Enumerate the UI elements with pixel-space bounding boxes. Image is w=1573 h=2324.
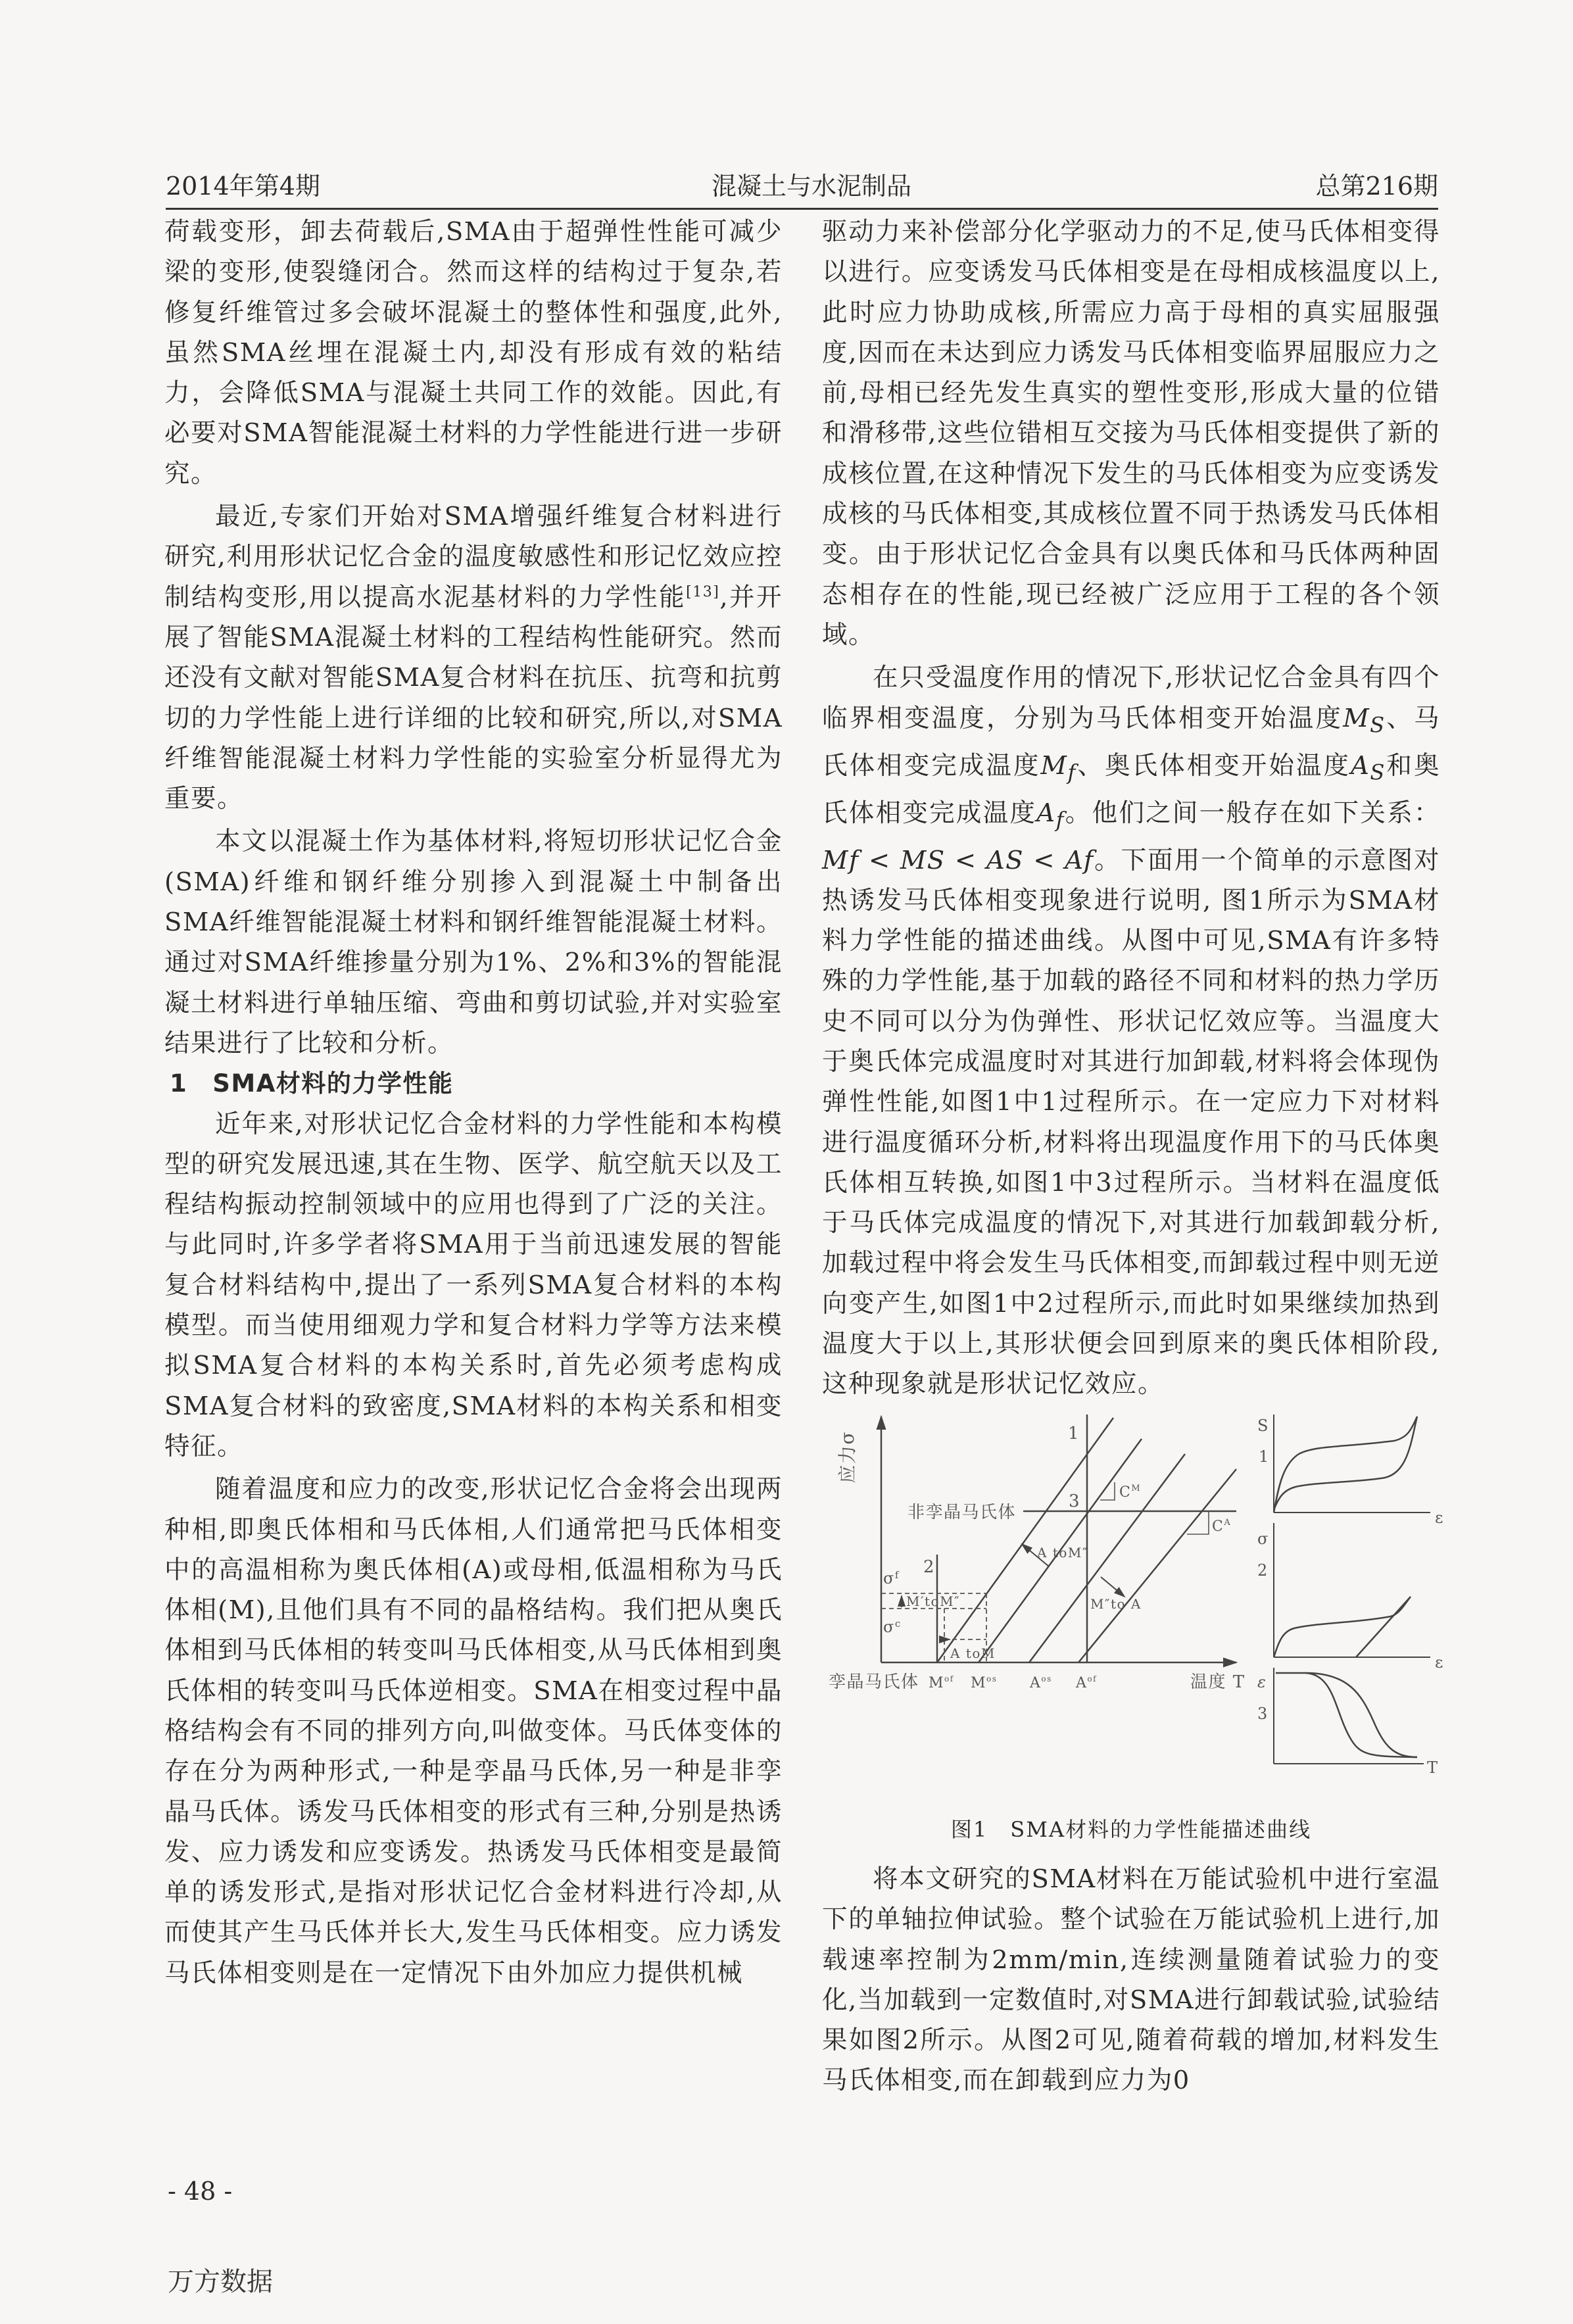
subplot-1 [1257, 1415, 1444, 1527]
var-mf [1040, 750, 1077, 785]
total-issue-label: 总第216期 [1315, 172, 1438, 201]
temperature-relation: Mf < MS < AS < Af [822, 845, 1094, 875]
var-subscript: f [1067, 760, 1077, 785]
tick-sup: of [1087, 1674, 1098, 1683]
paragraph: 本文以混凝土作为基体材料,将短切形状记忆合金(SMA)纤维和钢纤维分别掺入到混凝土中制备出SMA纤维智能混凝土材料和钢纤维智能混凝土材料。通过对SMA纤维掺量分别为1%、2%和3%的智能混凝土材料进行单轴压缩、弯曲和剪切试验,并对实验室结果进行了比较和分析。 [164, 827, 783, 1058]
sigma-c-label [883, 1618, 902, 1636]
path-3-label: 3 [1069, 1491, 1081, 1511]
figure-number: 图1 [950, 1816, 988, 1842]
tick-symbol: A [1030, 1674, 1042, 1691]
paragraph-text: 在只受温度作用的情况下,形状记忆合金具有四个临界相变温度，分别为马氏体相变开始温度 [822, 663, 1440, 733]
running-header [166, 166, 1438, 205]
var-subscript: S [1370, 712, 1386, 738]
paragraph: 将本文研究的SMA材料在万能试验机中进行室温下的单轴拉伸试验。整个试验在万能试验机上进行,加载速率控制为2mm/min,连续测量随着试验力的变化,当加载到一定数值时,对SMA进行卸载试验,试验结果如图2所示。从图2可见,随着荷载的增加,材料发生马氏体相变,而在卸载到应力为0 [822, 1864, 1440, 2096]
a-to-m-label: A toM [950, 1645, 996, 1661]
source-watermark: 万方数据 [168, 2267, 273, 2297]
left-column [164, 212, 783, 1993]
citation-ref[interactable]: [13] [686, 583, 720, 600]
sigma-f-label [883, 1569, 900, 1587]
slope-cm-sup: M [1131, 1483, 1142, 1493]
paragraph-text: 最近,专家们开始对SMA增强纤维复合材料进行研究,利用形状记忆合金的温度敏感性和形记忆效应控制结构变形,用以提高水泥基材料的力学性能 [164, 502, 783, 612]
slope-cm-label [1119, 1484, 1141, 1501]
slope-ca-symbol: C [1212, 1518, 1224, 1535]
paragraph-text: 、奥氏体相变开始温度 [1076, 750, 1351, 781]
cooling-curve [1276, 1673, 1417, 1757]
tick-symbol: M [929, 1674, 945, 1691]
heating-curve [1305, 1673, 1417, 1757]
var-subscript: S [1370, 760, 1386, 785]
temperature-axis-label: 温度 T [1190, 1672, 1246, 1692]
paragraph: 近年来,对形状记忆合金材料的力学性能和本构模型的研究发展迅速,其在生物、医学、航空航天以及工程结构振动控制领域中的应用也得到了广泛的关注。与此同时,许多学者将SMA用于当前迅速发展的智能复合材料结构中,提出了一系列SMA复合材料的本构模型。而当使用细观力学和复合材料力学等方法来模拟SMA复合材料的本构关系时,首先必须考虑构成SMA复合材料的致密度,SMA材料的本构关系和相变特征。 [164, 1109, 783, 1461]
var-symbol: A [1036, 798, 1056, 828]
slope-ca-sup: A [1224, 1517, 1232, 1528]
right-column [822, 212, 1444, 2101]
subplot-3-index: 3 [1257, 1704, 1269, 1723]
subplot-2-index: 2 [1257, 1561, 1269, 1580]
tick-sup: os [986, 1674, 998, 1683]
tick-m-of [929, 1674, 954, 1691]
tick-m-os [971, 1674, 997, 1691]
m-to-a-arrow [1101, 1577, 1125, 1597]
var-as [1351, 750, 1386, 785]
paragraph-text: 。下面用一个简单的示意图对热诱发马氏体相变现象进行说明, 图1所示为SMA材料力学性能的描述曲线。从图中可见,SMA有许多特殊的力学性能,基于加载的路径不同和材料的热力学历史不同可以分为伪弹性、形状记忆效应等。当温度大于奥氏体完成温度时对其进行加卸载,材料将会体现伪弹性性能,如图1中1过程所示。在一定应力下对材料进行温度循环分析,材料将出现温度作用下的马氏体奥氏体相互转换,如图1中3过程所示。当材料在温度低于马氏体完成温度的情况下,对其进行加载卸载分析,加载过程中将会发生马氏体相变,而卸载过程中则无逆向变产生,如图1中2过程所示,而此时如果继续加热到温度大于以上,其形状便会回到原来的奥氏体相阶段,这种现象就是形状记忆效应。 [822, 845, 1440, 1399]
path-2-label: 2 [923, 1557, 936, 1577]
subplot-3-y-label: ε [1257, 1672, 1267, 1691]
slope-cm-symbol: C [1119, 1484, 1132, 1501]
m-prime-to-m-label: M′toM″ [906, 1593, 961, 1609]
loading-curve [1274, 1597, 1411, 1657]
sigma-c-sup: c [894, 1617, 902, 1630]
loading-curve [1274, 1416, 1417, 1513]
figure-1-caption [822, 1810, 1440, 1850]
paragraph: 驱动力来补偿部分化学驱动力的不足,使马氏体相变得以进行。应变诱发马氏体相变是在母相成核温度以上,此时应力协助成核,所需应力高于母相的真实屈服强度,因而在未达到应力诱发马氏体相变临界屈服应力之前,母相已经先发生真实的塑性变形,形成大量的位错和滑移带,这些位错相互交接为马氏体相变提供了新的成核位置,在这种情况下发生的马氏体相变为应变诱发成核的马氏体相变,其成核位置不同于热诱发马氏体相变。由于形状记忆合金具有以奥氏体和马氏体两种固态相存在的性能,现已经被广泛应用于工程的各个领域。 [822, 217, 1440, 650]
path-1-label: 1 [1068, 1423, 1080, 1443]
var-symbol: M [1040, 750, 1068, 781]
slope-ca-label [1212, 1518, 1231, 1535]
tick-symbol: M [971, 1674, 987, 1691]
issue-label: 2014年第4期 [166, 172, 320, 201]
subplot-2-y-label: σ [1257, 1529, 1269, 1548]
sigma-f-sup: f [894, 1568, 900, 1581]
header-rule [166, 208, 1438, 210]
tick-sup: of [944, 1674, 954, 1683]
paragraph: 荷载变形，卸去荷载后,SMA由于超弹性性能可减少梁的变形,使裂缝闭合。然而这样的结构过于复杂,若修复纤维管过多会破坏混凝土的整体性和强度,此外,虽然SMA丝埋在混凝土内,却没有形成有效的粘结力，会降低SMA与混凝土共同工作的效能。因此,有必要对SMA智能混凝土材料的力学性能进行进一步研究。 [164, 217, 783, 489]
var-subscript: f [1055, 807, 1065, 833]
a-to-m-detw-label: A toM″ [1037, 1544, 1088, 1561]
detwinned-martensite-label: 非孪晶马氏体 [908, 1502, 1017, 1522]
subplot-1-index: 1 [1259, 1447, 1270, 1466]
journal-title: 混凝土与水泥制品 [712, 172, 912, 201]
unloading-line [1356, 1597, 1411, 1657]
figure-1 [822, 1405, 1444, 1807]
slope-ca-triangle [1187, 1511, 1209, 1534]
var-symbol: M [1343, 703, 1370, 733]
twinned-martensite-label: 孪晶马氏体 [829, 1672, 919, 1692]
var-af [1036, 798, 1065, 833]
subplot-1-x-label: ε [1435, 1508, 1444, 1527]
figure-title: SMA材料的力学性能描述曲线 [1010, 1816, 1312, 1842]
section-heading [164, 1063, 783, 1103]
a-to-m-detw-arrowhead [1022, 1544, 1026, 1547]
section-title: SMA材料的力学性能 [212, 1069, 454, 1098]
paragraph-text: 、马氏体相变完成温度 [822, 703, 1440, 781]
paragraph-text: 和奥氏体相变完成温度 [822, 750, 1440, 828]
sigma-c-symbol: σ [883, 1617, 895, 1636]
sigma-f-symbol: σ [883, 1568, 895, 1587]
unloading-curve [1274, 1416, 1417, 1510]
tick-a-os [1029, 1674, 1052, 1691]
page-number: - 48 - [168, 2177, 233, 2206]
m-to-a-label: M″to A [1090, 1595, 1142, 1612]
section-number: 1 [170, 1069, 188, 1098]
var-symbol: A [1351, 750, 1370, 781]
paragraph [822, 658, 1440, 1404]
tick-sup: os [1041, 1674, 1052, 1683]
paragraph-text: ,并开展了智能SMA混凝土材料的工程结构性能研究。然而还没有文献对智能SMA复合材料在抗压、抗弯和抗剪切的力学性能上进行详细的比较和研究,所以,对SMA纤维智能混凝土材料力学性能的实验室分析显得尤为重要。 [164, 582, 783, 814]
subplot-3-x-label: T [1427, 1758, 1439, 1777]
subplot-3 [1257, 1668, 1439, 1777]
subplot-2-x-label: ε [1435, 1653, 1444, 1672]
var-ms [1343, 703, 1386, 738]
subplot-1-y-label: S [1257, 1416, 1269, 1435]
subplot-2 [1257, 1523, 1444, 1672]
figure-1-diagram [815, 1405, 1444, 1807]
paragraph [164, 496, 783, 819]
stress-axis-label: 应力σ [836, 1430, 858, 1484]
tick-a-of [1075, 1674, 1097, 1691]
paragraph: 随着温度和应力的改变,形状记忆合金将会出现两种相,即奥氏体相和马氏体相,人们通常把马氏体相变中的高温相称为奥氏体相(A)或母相,低温相称为马氏体相(M),且他们具有不同的晶格结构。我们把从奥氏体相到马氏体相的转变叫马氏体相变,从马氏体相到奥氏体相的转变叫马氏体逆相变。SMA在相变过程中晶格结构会有不同的排列方向,叫做变体。马氏体变体的存在分为两种形式,一种是孪晶马氏体,另一种是非孪晶马氏体。诱发马氏体相变的形式有三种,分别是热诱发、应力诱发和应变诱发。热诱发马氏体相变是最简单的诱发形式,是指对形状记忆合金材料进行冷却,从而使其产生马氏体并长大,发生马氏体相变。应力诱发马氏体相变则是在一定情况下由外加应力提供机械 [164, 1474, 783, 1988]
paragraph-text: 。他们之间一般存在如下关系： [1064, 798, 1440, 828]
tick-symbol: A [1076, 1674, 1088, 1691]
